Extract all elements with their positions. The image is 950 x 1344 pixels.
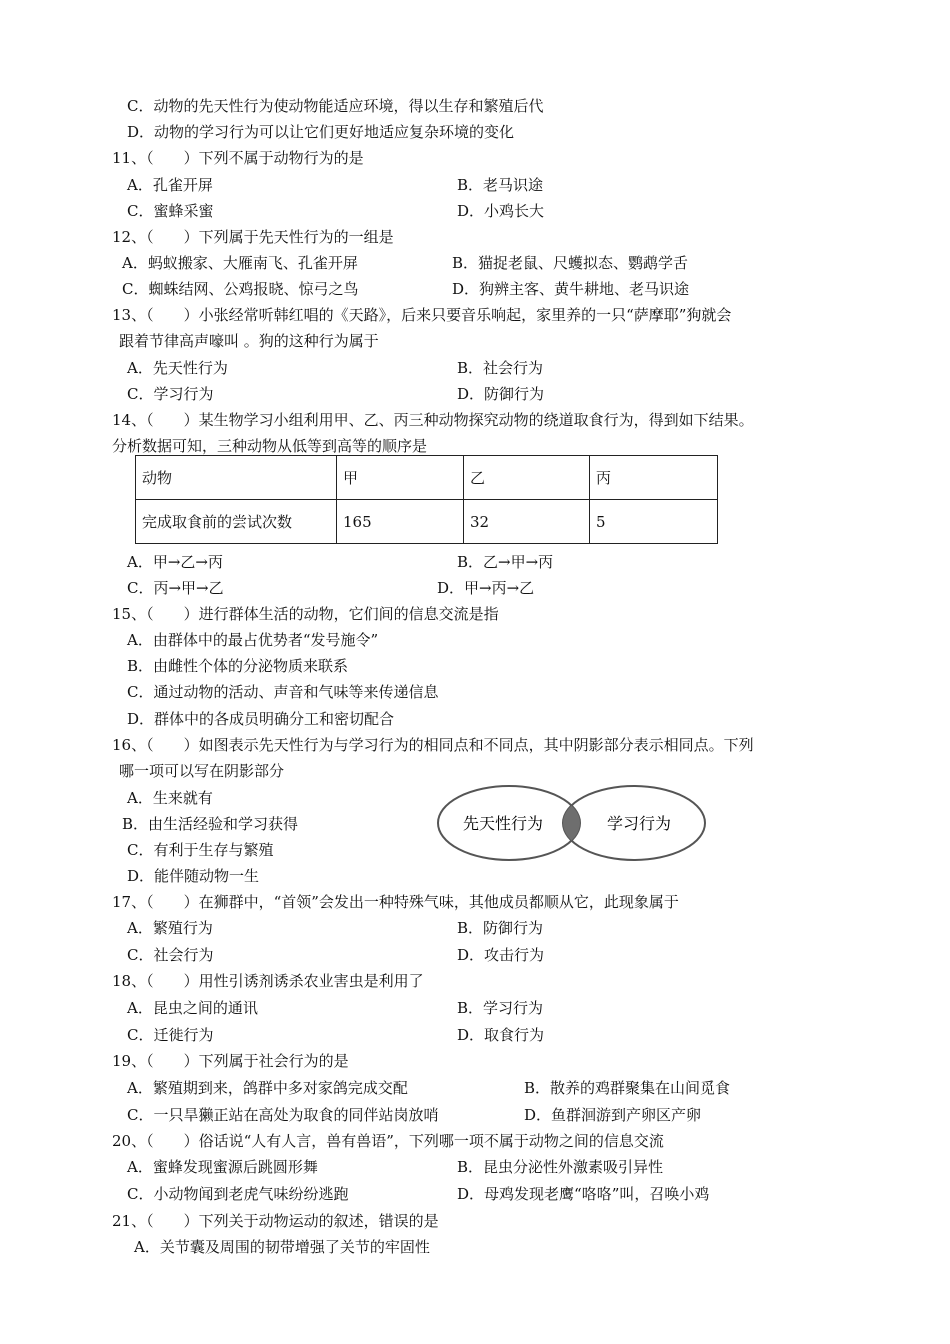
text-line: 哪一项可以写在阴影部分 bbox=[119, 762, 285, 780]
learned-behavior-label: 学习行为 bbox=[607, 814, 672, 833]
table-cell: 5 bbox=[590, 500, 718, 544]
text-line: D．狗辨主客、黄牛耕地、老马识途 bbox=[452, 280, 690, 298]
text-line: D．取食行为 bbox=[457, 1026, 545, 1044]
text-line: B．社会行为 bbox=[457, 359, 544, 377]
text-line: 分析数据可知，三种动物从低等到高等的顺序是 bbox=[112, 437, 428, 455]
text-line: C．有利于生存与繁殖 bbox=[127, 841, 274, 859]
text-line: C．蜘蛛结网、公鸡报晓、惊弓之鸟 bbox=[122, 280, 359, 298]
table-cell: 32 bbox=[464, 500, 590, 544]
text-line: B．老马识途 bbox=[457, 176, 544, 194]
text-line: 14、（ ）某生物学习小组利用甲、乙、丙三种动物探究动物的绕道取食行为，得到如下结果。 bbox=[112, 411, 754, 429]
text-line: C．迁徙行为 bbox=[127, 1026, 214, 1044]
table-cell: 甲 bbox=[337, 456, 464, 500]
text-line: 11、（ ）下列不属于动物行为的是 bbox=[112, 149, 364, 167]
detour-feeding-table bbox=[135, 455, 718, 544]
text-line: A．昆虫之间的通讯 bbox=[127, 999, 258, 1017]
text-line: 18、（ ）用性引诱剂诱杀农业害虫是利用了 bbox=[112, 972, 424, 990]
text-line: A．孔雀开屏 bbox=[127, 176, 213, 194]
text-line: 12、（ ）下列属于先天性行为的一组是 bbox=[112, 228, 394, 246]
text-line: D．小鸡长大 bbox=[457, 202, 545, 220]
text-line: 17、（ ）在狮群中，“首领”会发出一种特殊气味，其他成员都顺从它，此现象属于 bbox=[112, 893, 679, 911]
text-line: A．繁殖期到来，鸽群中多对家鸽完成交配 bbox=[127, 1079, 408, 1097]
text-line: A．甲→乙→丙 bbox=[127, 553, 223, 571]
text-line: C．蜜蜂采蜜 bbox=[127, 202, 214, 220]
text-line: B．散养的鸡群聚集在山间觅食 bbox=[524, 1079, 731, 1097]
table-cell: 动物 bbox=[136, 456, 337, 500]
table-cell: 丙 bbox=[590, 456, 718, 500]
text-line: 15、（ ）进行群体生活的动物，它们间的信息交流是指 bbox=[112, 605, 499, 623]
text-line: D．攻击行为 bbox=[457, 946, 545, 964]
text-line: 跟着节律高声嚎叫 。狗的这种行为属于 bbox=[119, 332, 379, 350]
venn-diagram bbox=[435, 783, 710, 863]
text-line: A．先天性行为 bbox=[127, 359, 228, 377]
table-cell: 165 bbox=[337, 500, 464, 544]
text-line: D．母鸡发现老鹰“咯咯”叫，召唤小鸡 bbox=[457, 1185, 710, 1203]
text-line: A．关节囊及周围的韧带增强了关节的牢固性 bbox=[134, 1238, 430, 1256]
text-line: B．学习行为 bbox=[457, 999, 544, 1017]
text-line: 20、（ ）俗话说“人有人言，兽有兽语”，下列哪一项不属于动物之间的信息交流 bbox=[112, 1132, 664, 1150]
text-line: B．猫捉老鼠、尺蠖拟态、鹦鹉学舌 bbox=[452, 254, 689, 272]
text-line: A．蚂蚁搬家、大雁南飞、孔雀开屏 bbox=[122, 254, 358, 272]
text-line: 13、（ ）小张经常听韩红唱的《天路》，后来只要音乐响起，家里养的一只“萨摩耶”狗就会 bbox=[112, 306, 732, 324]
text-line: A．由群体中的最占优势者“发号施令” bbox=[127, 631, 379, 649]
text-line: C．小动物闻到老虎气味纷纷逃跑 bbox=[127, 1185, 349, 1203]
text-line: D．能伴随动物一生 bbox=[127, 867, 260, 885]
text-line: D．甲→丙→乙 bbox=[437, 579, 535, 597]
text-line: A．蜜蜂发现蜜源后跳圆形舞 bbox=[127, 1158, 318, 1176]
text-line: C．丙→甲→乙 bbox=[127, 579, 224, 597]
text-line: 19、（ ）下列属于社会行为的是 bbox=[112, 1052, 349, 1070]
text-line: D．鱼群洄游到产卵区产卵 bbox=[524, 1106, 702, 1124]
table-row bbox=[136, 500, 718, 544]
text-line: D．动物的学习行为可以让它们更好地适应复杂环境的变化 bbox=[127, 123, 515, 141]
text-line: D．群体中的各成员明确分工和密切配合 bbox=[127, 710, 395, 728]
text-line: C．社会行为 bbox=[127, 946, 214, 964]
text-line: C．通过动物的活动、声音和气味等来传递信息 bbox=[127, 683, 439, 701]
innate-behavior-label: 先天性行为 bbox=[463, 814, 544, 833]
table-cell: 乙 bbox=[464, 456, 590, 500]
text-line: A．生来就有 bbox=[127, 789, 213, 807]
text-line: B．防御行为 bbox=[457, 919, 544, 937]
text-line: B．由生活经验和学习获得 bbox=[122, 815, 299, 833]
text-line: A．繁殖行为 bbox=[127, 919, 213, 937]
text-line: B．由雌性个体的分泌物质来联系 bbox=[127, 657, 349, 675]
text-line: 21、（ ）下列关于动物运动的叙述，错误的是 bbox=[112, 1212, 439, 1230]
text-line: D．防御行为 bbox=[457, 385, 545, 403]
text-line: C．学习行为 bbox=[127, 385, 214, 403]
text-line: B．昆虫分泌性外激素吸引异性 bbox=[457, 1158, 664, 1176]
text-line: 16、（ ）如图表示先天性行为与学习行为的相同点和不同点，其中阴影部分表示相同点。下列 bbox=[112, 736, 754, 754]
text-line: C．动物的先天性行为使动物能适应环境，得以生存和繁殖后代 bbox=[127, 97, 544, 115]
table-cell: 完成取食前的尝试次数 bbox=[136, 500, 337, 544]
text-line: C．一只旱獭正站在高处为取食的同伴站岗放哨 bbox=[127, 1106, 439, 1124]
table-row bbox=[136, 456, 718, 500]
text-line: B．乙→甲→丙 bbox=[457, 553, 554, 571]
